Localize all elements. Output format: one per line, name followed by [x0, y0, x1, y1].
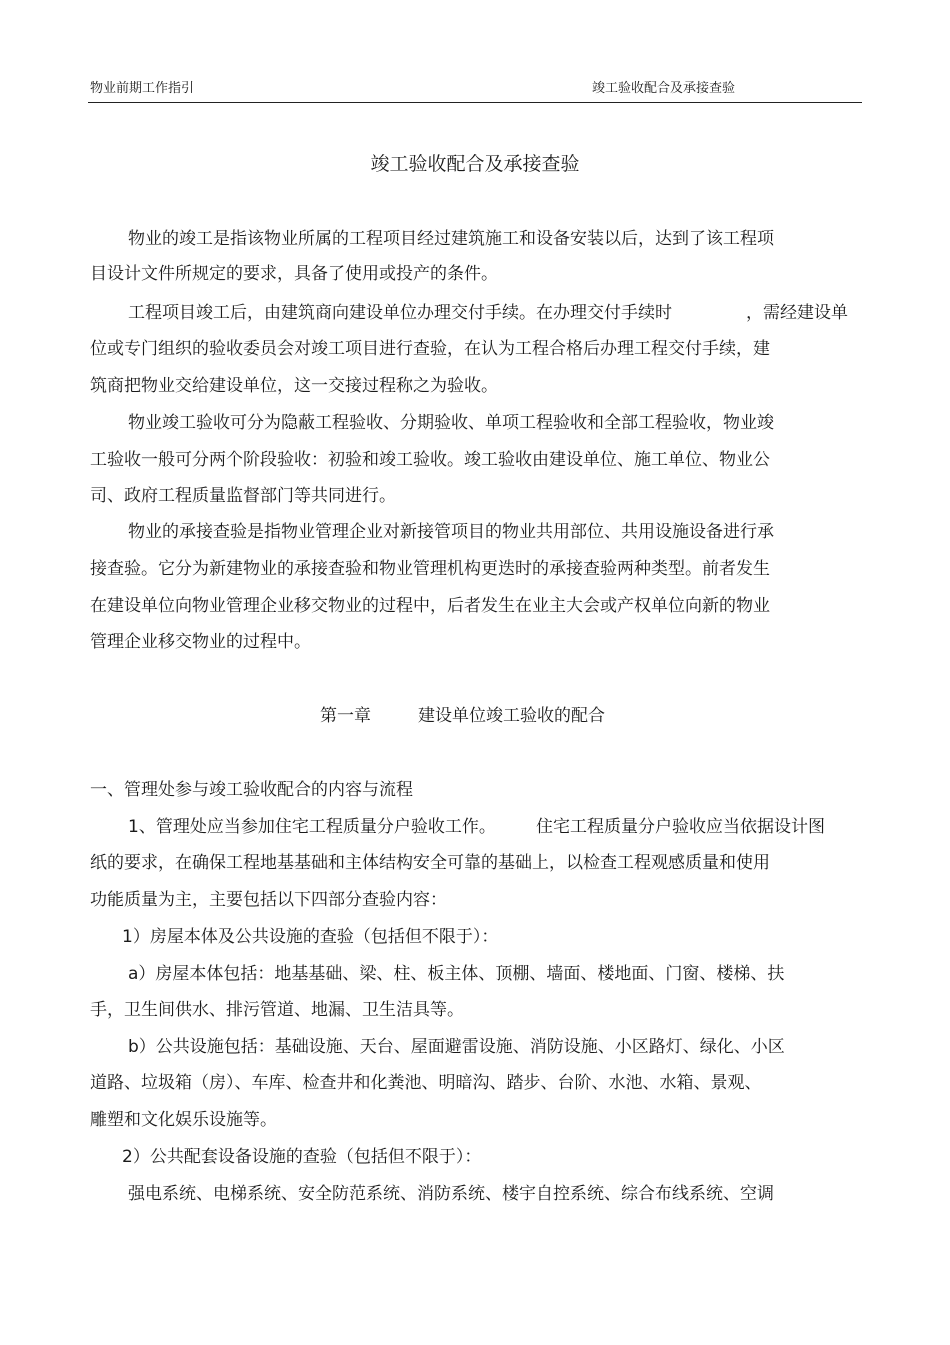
- paragraph-line: 住宅工程质量分户验收应当依据设计图: [536, 817, 825, 837]
- paragraph-line: 功能质量为主，主要包括以下四部分查验内容：: [90, 890, 447, 910]
- subitem-heading: 2）公共配套设备设施的查验（包括但不限于）：: [122, 1147, 482, 1167]
- header-rule: [88, 102, 862, 103]
- paragraph-line: 1、管理处应当参加住宅工程质量分户验收工作。: [128, 817, 496, 837]
- paragraph-line: b）公共设施包括：基础设施、天台、屋面避雷设施、消防设施、小区路灯、绿化、小区: [128, 1037, 785, 1057]
- paragraph-line: 纸的要求，在确保工程地基基础和主体结构安全可靠的基础上，以检查工程观感质量和使用: [90, 853, 770, 873]
- chapter-number: 第一章: [320, 706, 371, 726]
- paragraph-line: 在建设单位向物业管理企业移交物业的过程中，后者发生在业主大会或产权单位向新的物业: [90, 596, 770, 616]
- paragraph-line: 物业的竣工是指该物业所属的工程项目经过建筑施工和设备安装以后，达到了该工程项: [128, 229, 774, 249]
- paragraph-line: 道路、垃圾箱（房）、车库、检查井和化粪池、明暗沟、踏步、台阶、水池、水箱、景观、: [90, 1073, 762, 1093]
- paragraph-line: 接查验。它分为新建物业的承接查验和物业管理机构更迭时的承接查验两种类型。前者发生: [90, 559, 770, 579]
- page-title: 竣工验收配合及承接查验: [370, 153, 580, 175]
- paragraph-line: 工程项目竣工后，由建筑商向建设单位办理交付手续。在办理交付手续时: [128, 303, 672, 323]
- paragraph-line: 位或专门组织的验收委员会对竣工项目进行查验，在认为工程合格后办理工程交付手续，建: [90, 339, 770, 359]
- paragraph-line: 司、政府工程质量监督部门等共同进行。: [90, 486, 396, 506]
- running-header-left: 物业前期工作指引: [90, 81, 195, 96]
- paragraph-line: 物业的承接查验是指物业管理企业对新接管项目的物业共用部位、共用设施设备进行承: [128, 522, 774, 542]
- paragraph-line: 雕塑和文化娱乐设施等。: [90, 1110, 277, 1130]
- paragraph-line: a）房屋本体包括：地基基础、梁、柱、板主体、顶棚、墙面、楼地面、门窗、楼梯、扶: [128, 964, 785, 984]
- paragraph-line: 物业竣工验收可分为隐蔽工程验收、分期验收、单项工程验收和全部工程验收，物业竣: [128, 413, 774, 433]
- paragraph-line: 手，卫生间供水、排污管道、地漏、卫生洁具等。: [90, 1000, 464, 1020]
- paragraph-line: 强电系统、电梯系统、安全防范系统、消防系统、楼宇自控系统、综合布线系统、空调: [128, 1184, 774, 1204]
- chapter-title: 建设单位竣工验收的配合: [418, 706, 605, 726]
- paragraph-line: 目设计文件所规定的要求，具备了使用或投产的条件。: [90, 264, 498, 284]
- paragraph-line: 筑商把物业交给建设单位，这一交接过程称之为验收。: [90, 376, 498, 396]
- running-header-right: 竣工验收配合及承接查验: [592, 81, 736, 96]
- section-heading: 一、管理处参与竣工验收配合的内容与流程: [90, 780, 413, 800]
- paragraph-line: ，需经建设单: [746, 303, 848, 323]
- subitem-heading: 1）房屋本体及公共设施的查验（包括但不限于）：: [122, 927, 499, 947]
- paragraph-line: 工验收一般可分两个阶段验收：初验和竣工验收。竣工验收由建设单位、施工单位、物业公: [90, 450, 770, 470]
- paragraph-line: 管理企业移交物业的过程中。: [90, 632, 311, 652]
